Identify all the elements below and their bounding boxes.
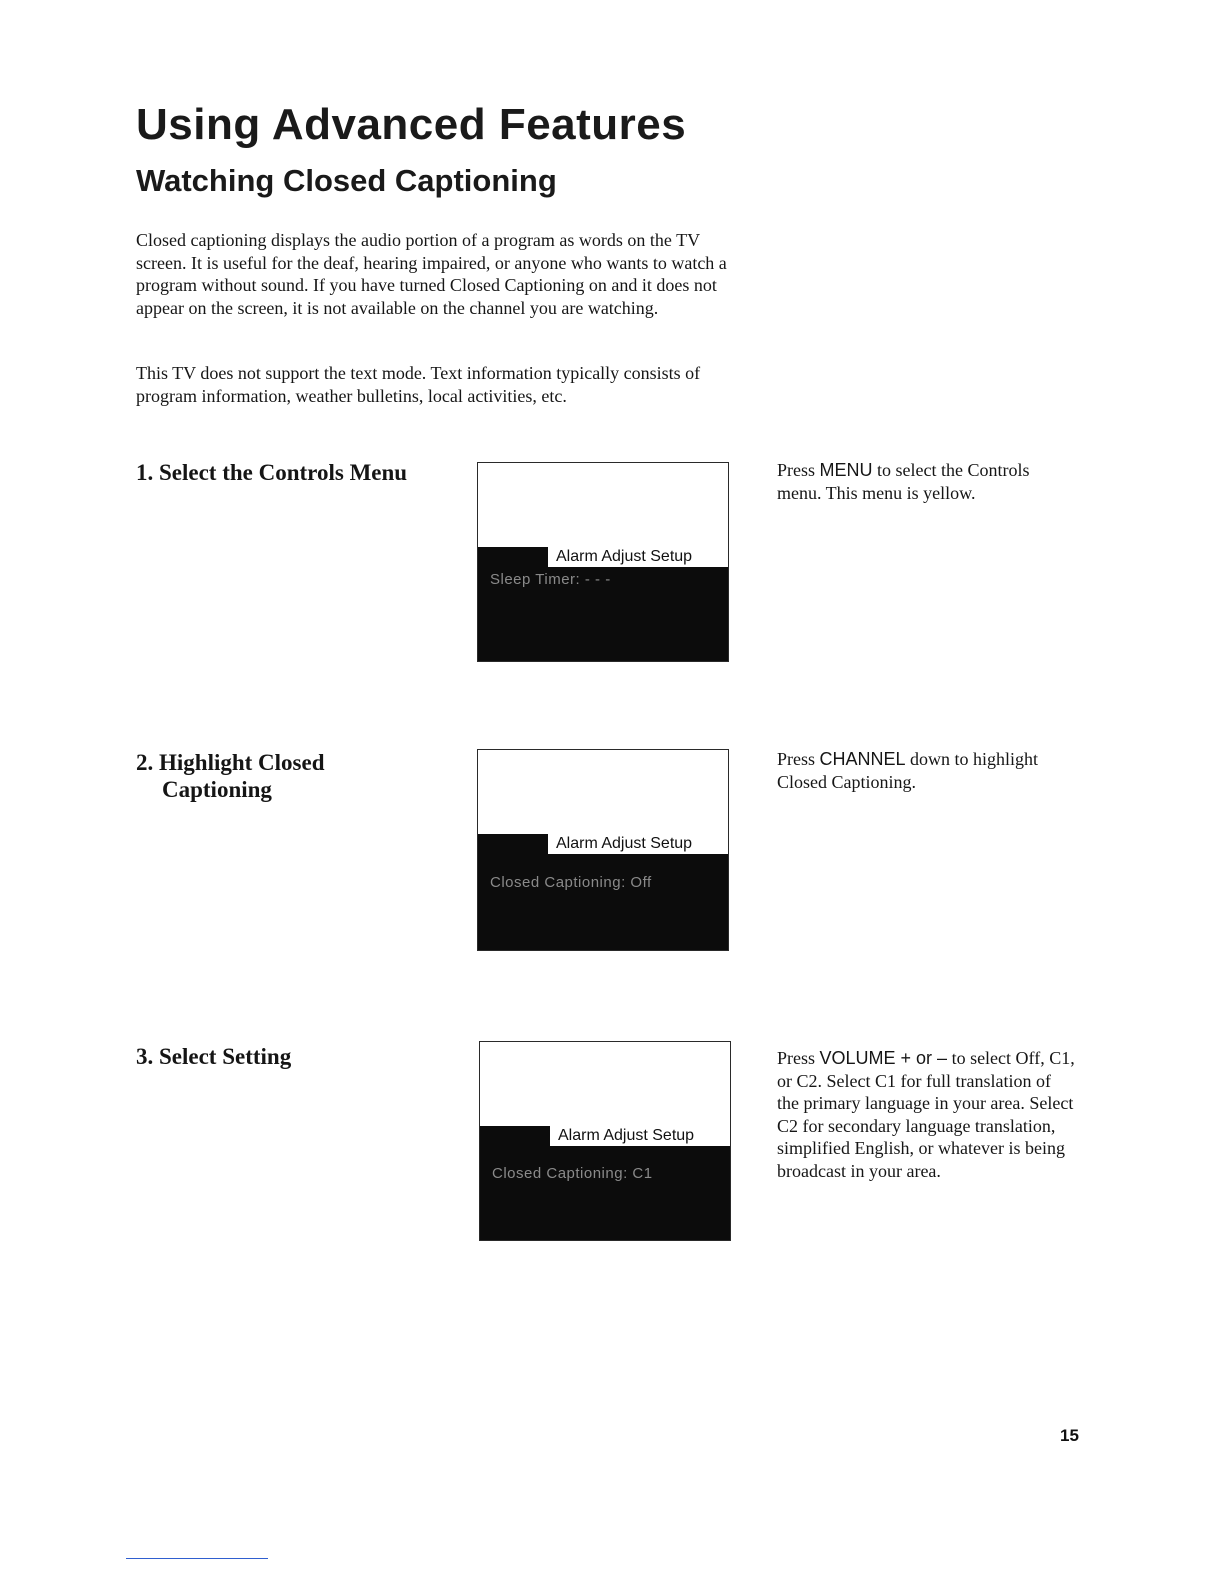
menu-key-label: MENU	[819, 460, 873, 480]
menu-item-sleep-timer: Sleep Timer: - - -	[490, 571, 611, 588]
page-number: 15	[1060, 1426, 1079, 1445]
text-mode-paragraph: This TV does not support the text mode. Text information typically consists of program information, weather bulletins, local activities, etc.	[136, 363, 701, 406]
desc-text: to select the Controls menu. This menu is yellow.	[777, 460, 1030, 503]
step-3-title	[136, 1043, 291, 1070]
desc-text: Press	[777, 1048, 820, 1068]
step-1-title	[136, 459, 407, 486]
step-number: 2.	[136, 750, 154, 775]
menu-tab-bar	[480, 1126, 730, 1146]
step-2-description	[777, 748, 1077, 793]
step-number: 3.	[136, 1044, 154, 1069]
intro-paragraph: Closed captioning displays the audio portion of a program as words on the TV screen. It is useful for the deaf, hearing impaired, or anyone who wants to watch a program without sound. If you have turned Closed Captioning on and it does not appear on the screen, it is not available on the channel you are watching.	[136, 230, 727, 318]
desc-text: Press	[777, 749, 820, 769]
step-title-text: Captioning	[162, 777, 272, 802]
menu-tab-bar	[478, 547, 728, 567]
tab-highlight	[478, 834, 548, 854]
channel-key-label: CHANNEL	[819, 749, 906, 769]
tv-screen-closed-captioning	[477, 749, 729, 951]
menu-tabs: Alarm Adjust Setup	[556, 835, 693, 852]
menu-tabs: Alarm Adjust Setup	[556, 548, 693, 565]
tab-highlight	[480, 1126, 550, 1146]
step-1-description	[777, 459, 1077, 504]
desc-text: down to highlight Closed Captioning.	[777, 749, 1039, 792]
volume-key-label: VOLUME + or –	[819, 1048, 948, 1068]
step-3-description	[777, 1047, 1077, 1182]
menu-item-closed-captioning: Closed Captioning: C1	[492, 1165, 653, 1182]
menu-tabs: Alarm Adjust Setup	[558, 1127, 695, 1144]
tv-screen-closed-captioning-c1	[479, 1041, 731, 1241]
menu-item-closed-captioning: Closed Captioning: Off	[490, 874, 652, 891]
step-title-text: Highlight Closed	[159, 750, 325, 775]
tv-screen-controls-menu	[477, 462, 729, 662]
step-title-text: Select the Controls Menu	[159, 460, 408, 485]
page-heading: Using Advanced Features	[136, 100, 687, 149]
desc-text: to select Off, C1, or C2. Select C1 for full translation of the primary language in your area. Select C2 for secondary language translation, simplified English, or whatever is being broadcast in your area.	[777, 1048, 1075, 1181]
menu-tab-bar	[478, 834, 728, 854]
footer-rule	[126, 1558, 268, 1559]
step-2-title	[136, 749, 325, 803]
menu-body	[480, 1146, 730, 1240]
menu-body	[478, 854, 728, 950]
step-number: 1.	[136, 460, 154, 485]
tab-highlight	[478, 547, 548, 567]
step-title-text: Select Setting	[159, 1044, 292, 1069]
desc-text: Press	[777, 460, 820, 480]
section-heading: Watching Closed Captioning	[136, 163, 557, 198]
